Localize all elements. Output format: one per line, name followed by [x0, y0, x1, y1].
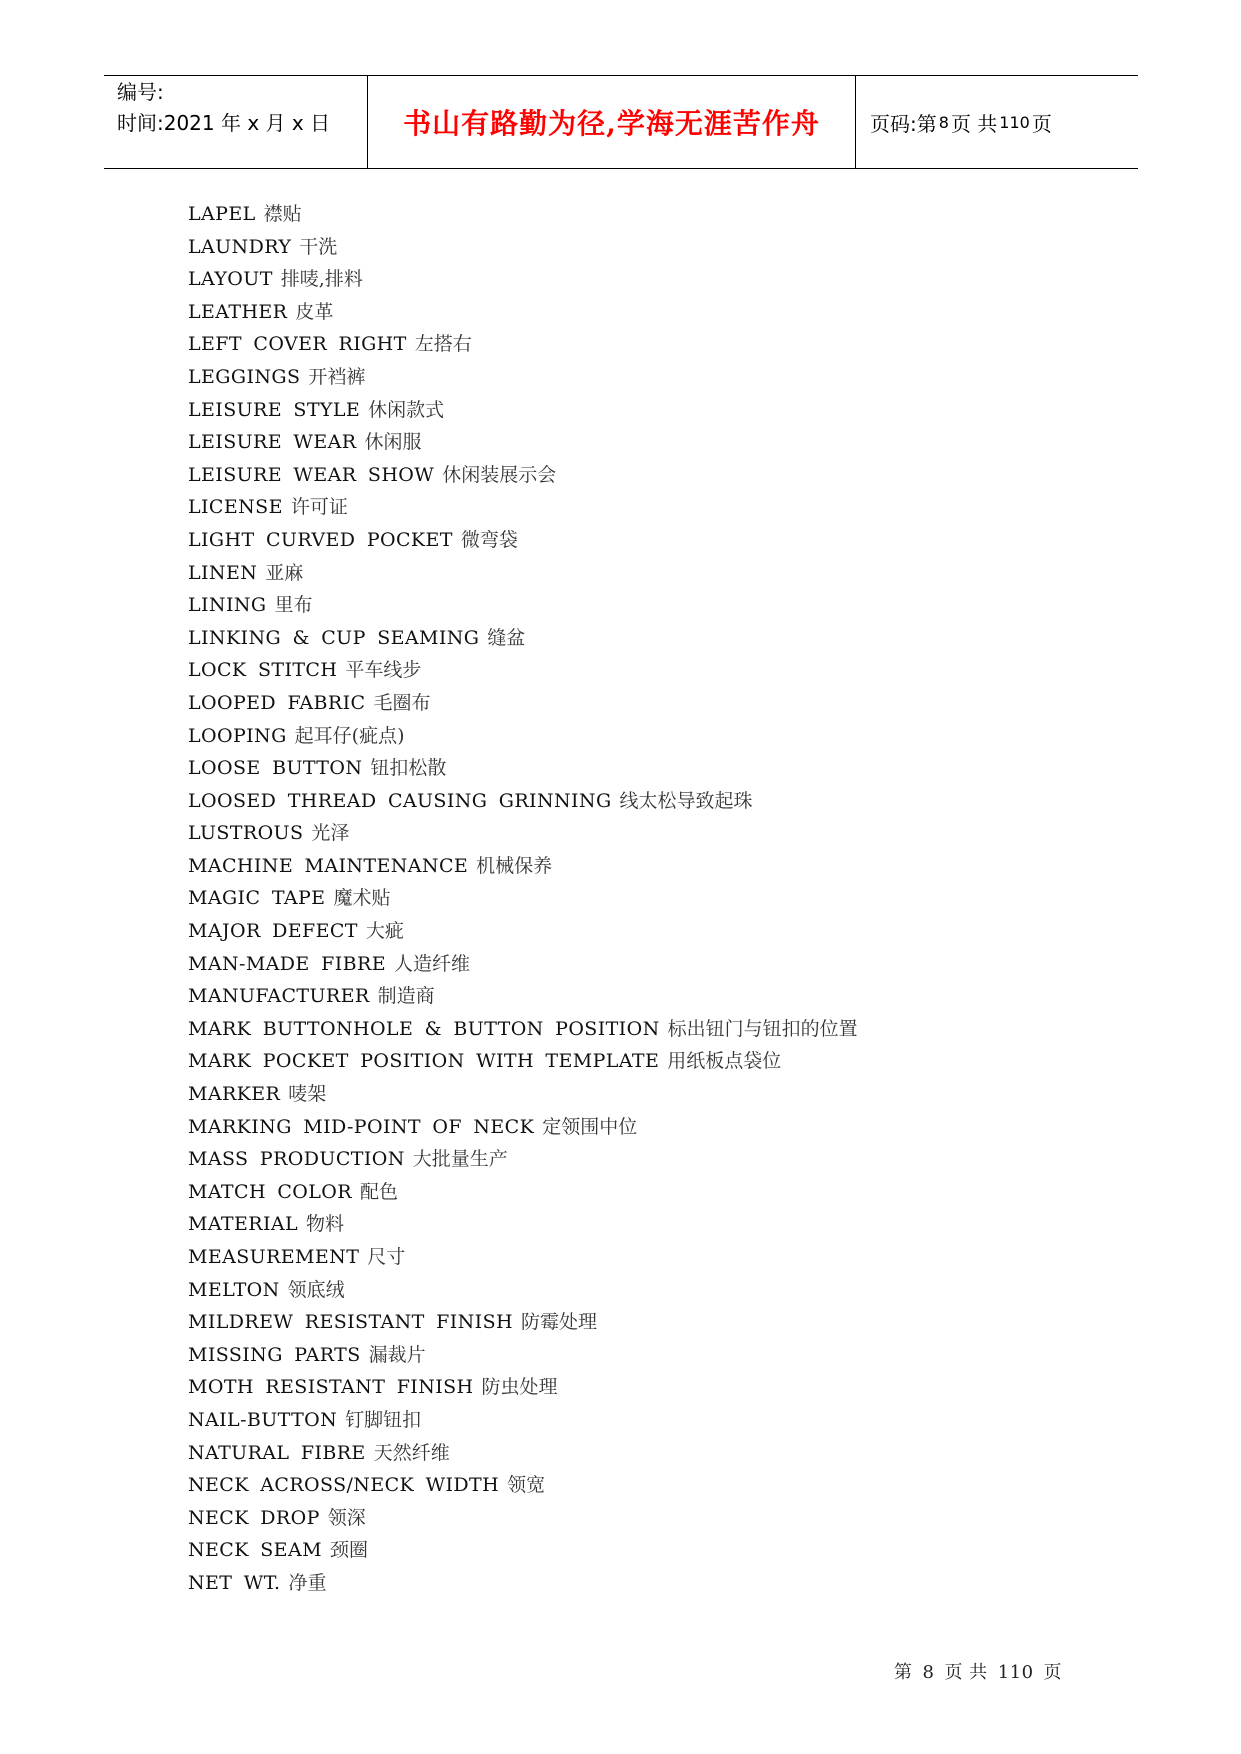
page-mid: 页 共 [950, 111, 998, 136]
term-english: MEASUREMENT [188, 1246, 360, 1268]
glossary-entry [188, 557, 858, 590]
term-chinese: 襟贴 [263, 203, 302, 225]
term-english: MILDREW RESISTANT FINISH [188, 1311, 513, 1334]
term-english: MARK BUTTONHOLE & BUTTON POSITION [188, 1017, 660, 1040]
glossary-entry [188, 1306, 858, 1339]
glossary-entry [188, 1469, 858, 1502]
glossary-entry [188, 231, 858, 264]
glossary-entry [188, 524, 858, 557]
term-english: NECK DROP [188, 1506, 320, 1529]
term-english: MISSING PARTS [188, 1343, 361, 1366]
glossary-entry [188, 1339, 858, 1372]
term-english: LINEN [188, 561, 258, 584]
glossary-list [188, 198, 858, 1600]
term-chinese: 尺寸 [367, 1246, 406, 1268]
glossary-entry [188, 1404, 858, 1437]
term-chinese: 领底绒 [287, 1278, 345, 1301]
glossary-entry [188, 1045, 858, 1078]
term-chinese: 漏裁片 [368, 1343, 426, 1366]
term-chinese: 许可证 [290, 496, 348, 519]
term-english: MARK POCKET POSITION WITH TEMPLATE [188, 1050, 660, 1073]
term-chinese: 线太松导致起珠 [619, 789, 753, 812]
term-chinese: 开裆裤 [308, 365, 366, 388]
term-english: MELTON [188, 1278, 280, 1301]
glossary-entry [188, 882, 858, 915]
term-chinese: 标出钮门与钮扣的位置 [667, 1017, 858, 1040]
term-english: LUSTROUS [188, 822, 304, 845]
glossary-entry [188, 459, 858, 492]
term-chinese: 大批量生产 [412, 1148, 508, 1171]
glossary-entry [188, 394, 858, 427]
term-chinese: 人造纤维 [393, 952, 470, 975]
glossary-entry [188, 328, 858, 361]
glossary-entry [188, 1013, 858, 1046]
glossary-entry [188, 1534, 858, 1567]
glossary-entry [188, 850, 858, 883]
header-page-info [856, 76, 1138, 168]
page-header [104, 75, 1138, 169]
serial-label: 编号: [117, 80, 164, 104]
glossary-entry [188, 589, 858, 622]
term-chinese: 起耳仔(疵点) [294, 724, 405, 747]
term-chinese: 皮革 [295, 300, 334, 323]
term-chinese: 平车线步 [345, 659, 422, 682]
term-english: MATCH COLOR [188, 1180, 352, 1203]
glossary-entry [188, 1567, 858, 1600]
footer-total: 110 [997, 1662, 1034, 1683]
term-chinese: 光泽 [311, 822, 350, 845]
glossary-entry [188, 915, 858, 948]
term-english: LINKING & CUP SEAMING [188, 626, 480, 649]
term-chinese: 里布 [274, 594, 313, 617]
term-chinese: 休闲装展示会 [442, 463, 557, 486]
term-english: LAPEL [188, 203, 256, 225]
glossary-entry [188, 1371, 858, 1404]
term-english: LOOPED FABRIC [188, 691, 366, 714]
term-chinese: 钮扣松散 [370, 757, 447, 780]
glossary-entry [188, 296, 858, 329]
glossary-entry [188, 752, 858, 785]
term-english: LOOSED THREAD CAUSING GRINNING [188, 789, 612, 812]
term-chinese: 魔术贴 [333, 887, 391, 910]
term-english: LEISURE STYLE [188, 398, 361, 421]
glossary-entry [188, 1241, 858, 1274]
term-chinese: 防霉处理 [520, 1311, 597, 1334]
glossary-entry [188, 1111, 858, 1144]
footer-prefix: 第 [894, 1662, 913, 1683]
term-english: MATERIAL [188, 1213, 299, 1236]
page-footer [894, 1658, 1072, 1684]
term-chinese: 机械保养 [476, 854, 553, 877]
term-english: MANUFACTURER [188, 985, 370, 1008]
term-english: LIGHT CURVED POCKET [188, 528, 453, 551]
term-english: NECK SEAM [188, 1539, 322, 1562]
glossary-entry [188, 1437, 858, 1470]
footer-mid: 页 共 [944, 1662, 988, 1683]
term-chinese: 左搭右 [414, 333, 472, 356]
term-english: MARKING MID-POINT OF NECK [188, 1115, 535, 1138]
term-english: LAUNDRY [188, 235, 292, 258]
term-chinese: 定领围中位 [542, 1115, 638, 1138]
footer-page-number: 8 [922, 1662, 935, 1683]
term-english: LEISURE WEAR SHOW [188, 463, 435, 486]
glossary-entry [188, 622, 858, 655]
term-chinese: 休闲服 [364, 431, 422, 454]
glossary-entry [188, 1078, 858, 1111]
term-english: LICENSE [188, 496, 283, 519]
glossary-entry [188, 785, 858, 818]
term-chinese: 物料 [306, 1213, 345, 1236]
term-english: LEISURE WEAR [188, 431, 357, 454]
glossary-entry [188, 491, 858, 524]
term-chinese: 休闲款式 [368, 398, 445, 421]
term-chinese: 大疵 [365, 920, 404, 943]
glossary-entry [188, 426, 858, 459]
header-motto-cell [368, 76, 856, 168]
glossary-entry [188, 1143, 858, 1176]
term-chinese: 用纸板点袋位 [667, 1050, 782, 1073]
term-english: MAN-MADE FIBRE [188, 952, 386, 975]
page-prefix: 页码:第 [870, 111, 937, 136]
time-label: 时间:2021 年 x 月 x 日 [117, 111, 331, 135]
glossary-entry [188, 198, 858, 231]
glossary-entry [188, 263, 858, 296]
term-chinese: 领深 [327, 1506, 366, 1529]
glossary-entry [188, 654, 858, 687]
term-english: NATURAL FIBRE [188, 1441, 366, 1464]
term-english: MACHINE MAINTENANCE [188, 854, 469, 877]
glossary-entry [188, 1208, 858, 1241]
term-chinese: 配色 [359, 1180, 398, 1203]
term-chinese: 唛架 [288, 1083, 327, 1106]
term-chinese: 缝盆 [487, 626, 526, 649]
motto: 书山有路勤为径,学海无涯苦作舟 [403, 107, 820, 140]
term-english: LOCK STITCH [188, 659, 338, 682]
term-english: LEGGINGS [188, 365, 301, 388]
term-chinese: 排唛,排料 [280, 268, 363, 291]
term-english: LOOPING [188, 724, 287, 747]
term-chinese: 干洗 [299, 235, 338, 258]
glossary-entry [188, 720, 858, 753]
glossary-entry [188, 687, 858, 720]
term-english: LINING [188, 594, 267, 617]
glossary-entry [188, 980, 858, 1013]
term-chinese: 天然纤维 [373, 1441, 450, 1464]
term-english: MASS PRODUCTION [188, 1148, 405, 1171]
term-english: NET WT. [188, 1571, 281, 1594]
glossary-entry [188, 361, 858, 394]
glossary-entry [188, 948, 858, 981]
page-suffix: 页 [1031, 111, 1052, 136]
term-chinese: 微弯袋 [460, 528, 518, 551]
glossary-entry [188, 817, 858, 850]
page-number: 8 [938, 112, 949, 132]
term-chinese: 制造商 [377, 985, 435, 1008]
term-chinese: 净重 [288, 1571, 327, 1594]
term-chinese: 毛圈布 [373, 691, 431, 714]
term-chinese: 防虫处理 [481, 1376, 558, 1399]
term-english: LOOSE BUTTON [188, 757, 363, 780]
footer-suffix: 页 [1043, 1662, 1063, 1683]
header-meta [104, 76, 368, 168]
glossary-entry [188, 1176, 858, 1209]
term-english: MARKER [188, 1083, 281, 1106]
term-english: NECK ACROSS/NECK WIDTH [188, 1474, 500, 1497]
page-total: 110 [999, 112, 1030, 132]
term-english: LEFT COVER RIGHT [188, 333, 407, 356]
term-chinese: 钉脚钮扣 [345, 1408, 422, 1431]
term-chinese: 颈圈 [329, 1539, 368, 1562]
term-english: MOTH RESISTANT FINISH [188, 1376, 474, 1399]
term-english: LAYOUT [188, 268, 273, 291]
term-english: LEATHER [188, 300, 288, 323]
term-chinese: 亚麻 [265, 561, 304, 584]
glossary-entry [188, 1502, 858, 1535]
term-english: MAJOR DEFECT [188, 920, 358, 943]
glossary-entry [188, 1274, 858, 1307]
term-english: NAIL-BUTTON [188, 1408, 338, 1431]
term-chinese: 领宽 [507, 1474, 546, 1497]
term-english: MAGIC TAPE [188, 887, 326, 910]
